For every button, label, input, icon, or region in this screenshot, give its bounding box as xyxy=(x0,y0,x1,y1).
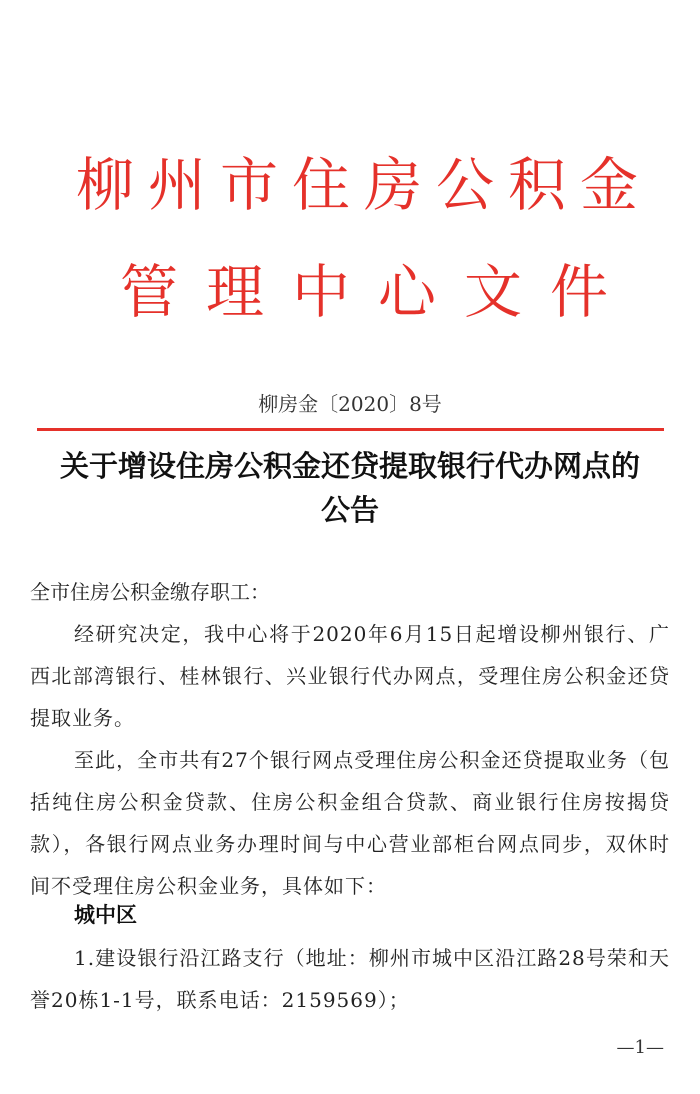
issuer-header-line2: 管理中心文件 xyxy=(119,258,636,326)
red-divider-line xyxy=(37,428,664,431)
body-paragraph-2: 至此，全市共有27个银行网点受理住房公积金还贷提取业务（包括纯住房公积金贷款、住房公积金组合贷款、商业银行住房按揭贷款），各银行网点业务办理时间与中心营业部柜台网点同步，双休时间不受理住房公积金业务，具体如下： xyxy=(30,748,670,898)
document-number: 柳房金〔2020〕8号 xyxy=(258,392,442,416)
body-paragraph-1: 经研究决定，我中心将于2020年6月15日起增设柳州银行、广西北部湾银行、桂林银行、兴业银行代办网点，受理住房公积金还贷提取业务。 xyxy=(30,622,670,730)
district-heading: 城中区 xyxy=(74,903,137,927)
document-title-line1: 关于增设住房公积金还贷提取银行代办网点的 xyxy=(59,449,640,483)
issuer-header-line1: 柳州市住房公积金 xyxy=(75,151,652,219)
branch-list-item-1: 1.建设银行沿江路支行（地址：柳州市城中区沿江路28号荣和天誉20栋1-1号，联系电话：2159569）； xyxy=(30,946,670,1012)
document-title-line2: 公告 xyxy=(320,493,379,527)
salutation: 全市住房公积金缴存职工： xyxy=(30,580,270,604)
page-number: —1— xyxy=(616,1037,664,1058)
